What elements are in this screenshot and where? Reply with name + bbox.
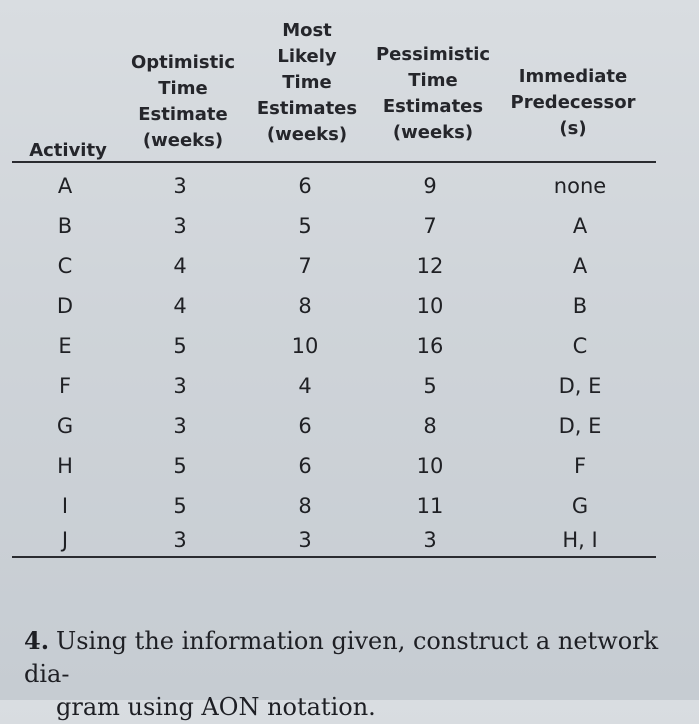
cell-pessimistic: 3 xyxy=(423,528,437,552)
cell-optimistic: 4 xyxy=(173,294,187,318)
header-optimistic-line: Optimistic xyxy=(130,52,236,73)
header-rule xyxy=(12,161,656,163)
cell-activity: E xyxy=(58,334,72,358)
header-pessimistic-line: Estimates xyxy=(382,96,484,117)
cell-most-likely: 8 xyxy=(298,494,312,518)
cell-optimistic: 3 xyxy=(173,414,187,438)
header-optimistic-line: Time xyxy=(158,78,208,99)
question-text xyxy=(24,624,684,724)
header-most-likely-line: Estimates xyxy=(256,98,358,119)
cell-activity: F xyxy=(58,374,72,398)
header-pessimistic-line: (weeks) xyxy=(392,122,474,143)
cell-optimistic: 5 xyxy=(173,334,187,358)
cell-predecessor: F xyxy=(573,454,587,478)
table-row xyxy=(0,166,699,206)
question-line-1: Using the information given, construct a network dia- xyxy=(24,627,659,688)
cell-most-likely: 4 xyxy=(298,374,312,398)
cell-pessimistic: 8 xyxy=(423,414,437,438)
table-row xyxy=(0,326,699,366)
cell-predecessor: A xyxy=(572,214,588,238)
cell-pessimistic: 12 xyxy=(416,254,444,278)
header-predecessor xyxy=(498,64,648,142)
cell-predecessor: H, I xyxy=(562,528,598,552)
cell-predecessor: D, E xyxy=(558,374,602,398)
header-most-likely-line: Most xyxy=(282,20,332,41)
cell-most-likely: 6 xyxy=(298,414,312,438)
cell-predecessor: B xyxy=(572,294,588,318)
cell-predecessor: none xyxy=(553,174,607,198)
cell-pessimistic: 11 xyxy=(416,494,444,518)
cell-most-likely: 5 xyxy=(298,214,312,238)
cell-optimistic: 4 xyxy=(173,254,187,278)
cell-activity: B xyxy=(57,214,73,238)
cell-activity: C xyxy=(57,254,73,278)
cell-pessimistic: 16 xyxy=(416,334,444,358)
header-optimistic-line: (weeks) xyxy=(142,130,224,151)
table-row xyxy=(0,286,699,326)
cell-most-likely: 10 xyxy=(291,334,319,358)
cell-most-likely: 7 xyxy=(298,254,312,278)
table-bottom-rule xyxy=(12,556,656,558)
header-most-likely-line: Time xyxy=(282,72,332,93)
header-predecessor-line: (s) xyxy=(559,118,587,139)
cell-activity: A xyxy=(57,174,73,198)
cell-optimistic: 5 xyxy=(173,494,187,518)
table-row xyxy=(0,446,699,486)
header-pessimistic xyxy=(368,42,498,146)
table-row xyxy=(0,406,699,446)
header-most-likely-line: Likely xyxy=(277,46,337,67)
table-row xyxy=(0,520,699,560)
question-number: 4. xyxy=(24,626,50,655)
cell-activity: H xyxy=(57,454,73,478)
cell-predecessor: D, E xyxy=(558,414,602,438)
question-line-2: gram using AON notation. xyxy=(56,693,376,721)
cell-pessimistic: 5 xyxy=(423,374,437,398)
cell-most-likely: 8 xyxy=(298,294,312,318)
cell-activity: I xyxy=(61,494,69,518)
cell-most-likely: 6 xyxy=(298,174,312,198)
header-most-likely xyxy=(245,18,369,148)
header-predecessor-line: Immediate xyxy=(518,66,628,87)
cell-pessimistic: 10 xyxy=(416,454,444,478)
table-row xyxy=(0,246,699,286)
header-pessimistic-line: Time xyxy=(408,70,458,91)
cell-pessimistic: 9 xyxy=(423,174,437,198)
cell-activity: J xyxy=(61,528,69,552)
cell-optimistic: 5 xyxy=(173,454,187,478)
cell-predecessor: G xyxy=(571,494,589,518)
cell-optimistic: 3 xyxy=(173,174,187,198)
cell-most-likely: 6 xyxy=(298,454,312,478)
header-optimistic-line: Estimate xyxy=(138,104,228,125)
cell-pessimistic: 7 xyxy=(423,214,437,238)
table-row xyxy=(0,366,699,406)
header-activity-line: Activity xyxy=(29,140,107,161)
header-pessimistic-line: Pessimistic xyxy=(375,44,491,65)
cell-optimistic: 3 xyxy=(173,528,187,552)
cell-most-likely: 3 xyxy=(298,528,312,552)
header-predecessor-line: Predecessor xyxy=(510,92,636,113)
cell-predecessor: C xyxy=(572,334,588,358)
header-most-likely-line: (weeks) xyxy=(266,124,348,145)
header-optimistic xyxy=(118,50,248,154)
cell-optimistic: 3 xyxy=(173,374,187,398)
cell-predecessor: A xyxy=(572,254,588,278)
cell-optimistic: 3 xyxy=(173,214,187,238)
table-row xyxy=(0,206,699,246)
cell-pessimistic: 10 xyxy=(416,294,444,318)
cell-activity: G xyxy=(56,414,74,438)
cell-activity: D xyxy=(56,294,74,318)
